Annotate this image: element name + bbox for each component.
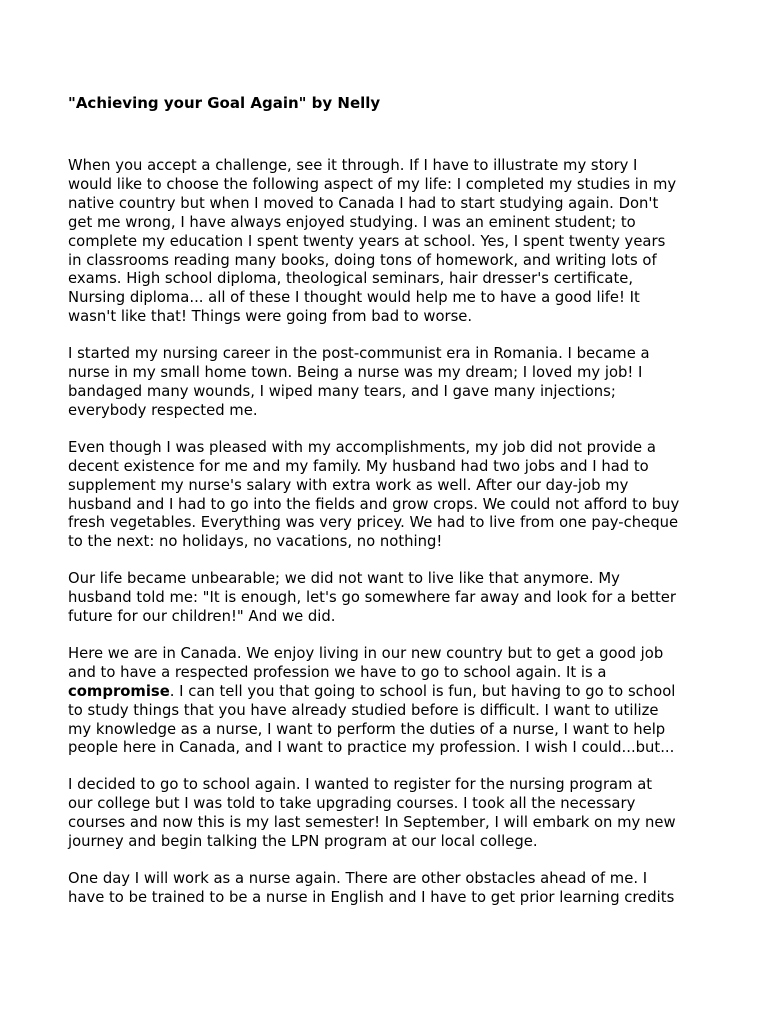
text-line: to study things that you have already studied before is difficult. I want to utilize [68,701,659,719]
text-line: in classrooms reading many books, doing tons of homework, and writing lots of [68,251,657,269]
document-title: "Achieving your Goal Again" by Nelly [68,94,381,112]
paragraph-6 [68,776,708,852]
text-line: bandaged many wounds, I wiped many tears, and I gave many injections; [68,382,616,400]
paragraph-1 [68,157,708,327]
text-line: Here we are in Canada. We enjoy living in our new country but to get a good job [68,644,664,662]
paragraph-5 [68,645,708,758]
paragraph-4 [68,570,708,627]
text-line: wasn't like that! Things were going from bad to worse. [68,308,473,326]
text-line: future for our children!" And we did. [68,608,336,626]
text-line: I decided to go to school again. I wanted to register for the nursing program at [68,776,653,794]
text-fragment: . I can tell you that going to school is fun, but having to go to school [169,682,676,700]
text-line: would like to choose the following aspect of my life: I completed my studies in my [68,175,677,193]
text-line: journey and begin talking the LPN program at our local college. [68,833,538,851]
text-line: exams. High school diploma, theological seminars, hair dresser's certificate, [68,270,634,288]
text-line: our college but I was told to take upgrading courses. I took all the necessary [68,795,636,813]
text-line: Nursing diploma... all of these I thought would help me to have a good life! It [68,289,640,307]
emphasis-word: compromise [68,682,170,700]
text-line: native country but when I moved to Canada I had to start studying again. Don't [68,194,659,212]
text-line: to the next: no holidays, no vacations, no nothing! [68,533,443,551]
text-line: One day I will work as a nurse again. There are other obstacles ahead of me. I [68,870,648,887]
text-line: decent existence for me and my family. My husband had two jobs and I had to [68,457,649,475]
text-line: everybody respected me. [68,401,258,419]
text-line: get me wrong, I have always enjoyed studying. I was an eminent student; to [68,213,636,231]
text-line: I started my nursing career in the post-communist era in Romania. I became a [68,345,650,363]
paragraph-3 [68,439,708,552]
text-line: my knowledge as a nurse, I want to perform the duties of a nurse, I want to help [68,720,666,738]
text-line: people here in Canada, and I want to practice my profession. I wish I could...but... [68,739,675,757]
text-line: Even though I was pleased with my accomplishments, my job did not provide a [68,438,656,456]
document-page [68,94,708,926]
text-line: courses and now this is my last semester! In September, I will embark on my new [68,814,676,832]
text-line: nurse in my small home town. Being a nurse was my dream; I loved my job! I [68,364,643,382]
text-line: have to be trained to be a nurse in English and I have to get prior learning credits [68,888,675,906]
text-line: husband told me: "It is enough, let's go somewhere far away and look for a better [68,589,676,607]
text-line: When you accept a challenge, see it through. If I have to illustrate my story I [68,157,638,174]
text-line: complete my education I spent twenty years at school. Yes, I spent twenty years [68,232,666,250]
text-line: Our life became unbearable; we did not want to live like that anymore. My [68,570,620,588]
text-line: and to have a respected profession we have to go to school again. It is a [68,663,607,681]
text-line: husband and I had to go into the fields and grow crops. We could not afford to buy [68,495,680,513]
paragraph-2 [68,345,708,421]
text-line: fresh vegetables. Everything was very pricey. We had to live from one pay-cheque [68,514,679,532]
text-line-with-emphasis [68,683,708,702]
paragraph-7 [68,870,708,908]
text-line: supplement my nurse's salary with extra work as well. After our day-job my [68,476,629,494]
